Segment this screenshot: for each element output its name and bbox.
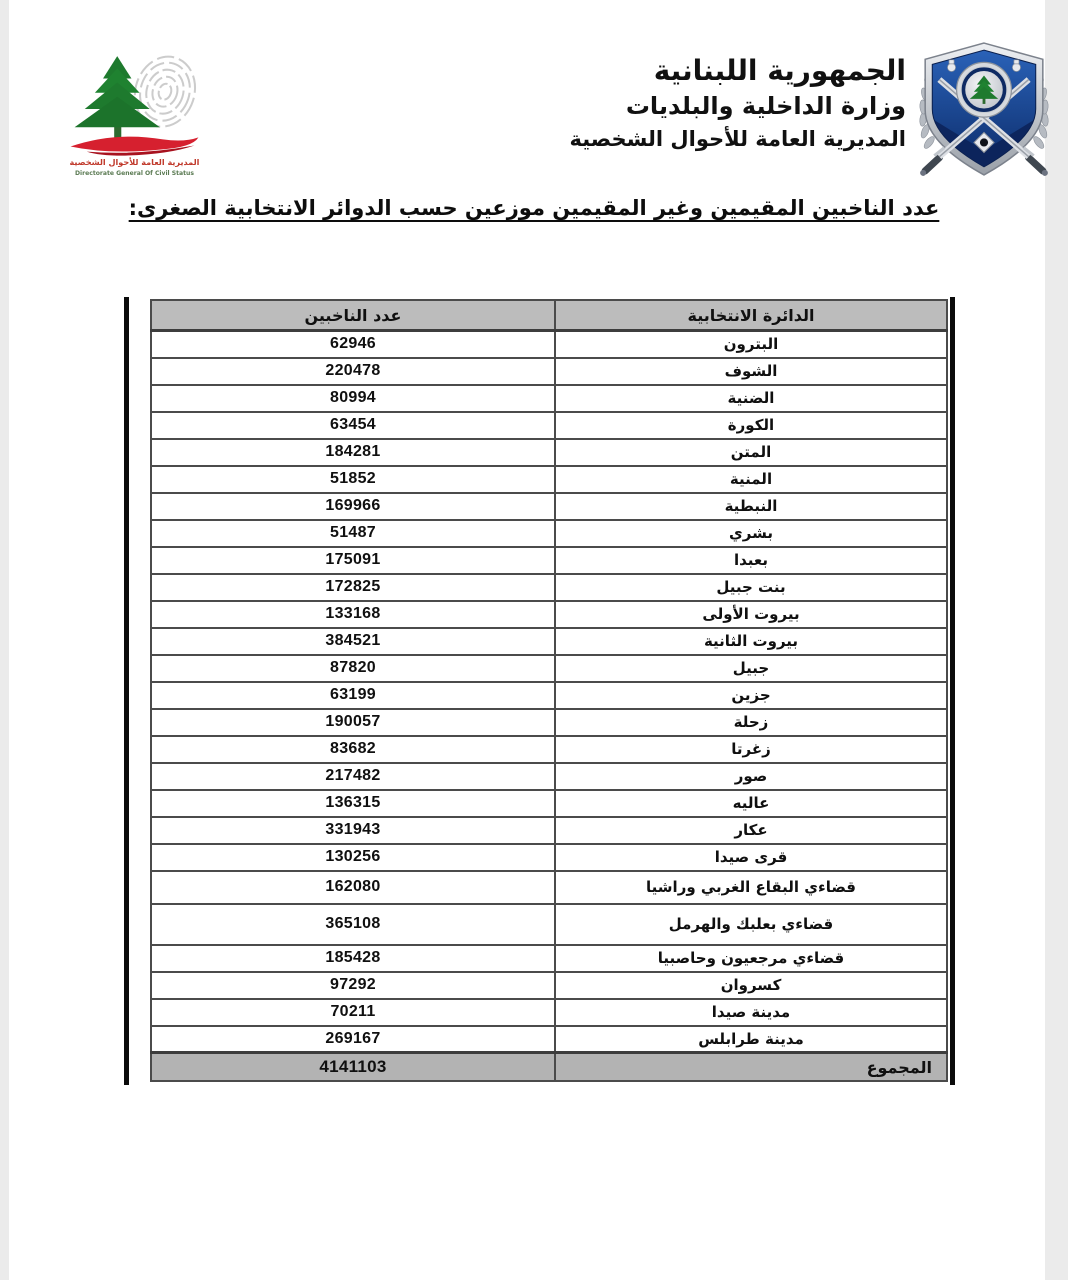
district-name-cell: جبيل	[555, 655, 947, 682]
table-row	[151, 547, 947, 574]
table-row	[151, 790, 947, 817]
org-name-republic: الجمهورية اللبنانية	[653, 54, 906, 87]
table-row	[151, 817, 947, 844]
org-header	[570, 52, 907, 155]
district-name-cell: كسروان	[555, 972, 947, 999]
table-row	[151, 466, 947, 493]
voters-table	[150, 299, 948, 1082]
district-name-cell: قضاءي بعلبك والهرمل	[555, 904, 947, 945]
table-row	[151, 520, 947, 547]
voter-count-cell: 51487	[151, 520, 555, 547]
district-name-cell: بيروت الأولى	[555, 601, 947, 628]
district-name-cell: قرى صيدا	[555, 844, 947, 871]
table-side-bar-right	[950, 297, 955, 1085]
table-row	[151, 493, 947, 520]
total-label: المجموع	[555, 1053, 947, 1082]
column-header-voter-count: عدد الناخبين	[151, 300, 555, 331]
table-row	[151, 871, 947, 904]
voter-count-cell: 133168	[151, 601, 555, 628]
district-name-cell: مدينة صيدا	[555, 999, 947, 1026]
district-name-cell: النبطية	[555, 493, 947, 520]
ministry-emblem	[913, 36, 1055, 182]
district-name-cell: عكار	[555, 817, 947, 844]
cedar-fingerprint-icon	[66, 46, 204, 178]
table-row	[151, 709, 947, 736]
district-name-cell: زحلة	[555, 709, 947, 736]
ministry-shield-icon	[913, 36, 1055, 182]
scan-edge-right	[1045, 0, 1068, 1280]
voter-count-cell: 136315	[151, 790, 555, 817]
voter-count-cell: 162080	[151, 871, 555, 904]
voter-count-cell: 62946	[151, 331, 555, 358]
voter-count-cell: 269167	[151, 1026, 555, 1053]
table-side-bar-left	[124, 297, 129, 1085]
table-header-row	[151, 300, 947, 331]
voter-count-cell: 172825	[151, 574, 555, 601]
voter-count-cell: 83682	[151, 736, 555, 763]
voter-count-cell: 365108	[151, 904, 555, 945]
district-name-cell: الكورة	[555, 412, 947, 439]
district-name-cell: جزين	[555, 682, 947, 709]
table-row	[151, 1026, 947, 1053]
table-row	[151, 628, 947, 655]
table-row	[151, 358, 947, 385]
table-body	[151, 331, 947, 1053]
district-name-cell: بشري	[555, 520, 947, 547]
district-name-cell: قضاءي البقاع الغربي وراشيا	[555, 871, 947, 904]
org-name-ministry: وزارة الداخلية والبلديات	[625, 92, 906, 120]
table-row	[151, 412, 947, 439]
district-name-cell: بعبدا	[555, 547, 947, 574]
district-name-cell: المنية	[555, 466, 947, 493]
scan-edge-left	[0, 0, 9, 1280]
district-name-cell: المتن	[555, 439, 947, 466]
table-row	[151, 999, 947, 1026]
voter-count-cell: 80994	[151, 385, 555, 412]
voter-count-cell: 184281	[151, 439, 555, 466]
column-header-district: الدائرة الانتخابية	[555, 300, 947, 331]
voter-count-cell: 130256	[151, 844, 555, 871]
total-row	[151, 1053, 947, 1082]
table-row	[151, 655, 947, 682]
district-name-cell: زغرتا	[555, 736, 947, 763]
voter-count-cell: 63454	[151, 412, 555, 439]
civil-status-logo	[66, 46, 204, 178]
voter-count-cell: 87820	[151, 655, 555, 682]
table-row	[151, 574, 947, 601]
district-name-cell: البترون	[555, 331, 947, 358]
page-title: عدد الناخبين المقيمين وغير المقيمين موزعين حسب الدوائر الانتخابية الصغرى:	[128, 196, 940, 220]
table-row	[151, 763, 947, 790]
table-row	[151, 385, 947, 412]
voter-count-cell: 331943	[151, 817, 555, 844]
voter-count-cell: 97292	[151, 972, 555, 999]
table-row	[151, 972, 947, 999]
table-row	[151, 844, 947, 871]
voter-count-cell: 169966	[151, 493, 555, 520]
voter-count-cell: 217482	[151, 763, 555, 790]
voter-count-cell: 220478	[151, 358, 555, 385]
table-row	[151, 682, 947, 709]
district-name-cell: قضاءي مرجعيون وحاصبيا	[555, 945, 947, 972]
total-voter-count: 4141103	[151, 1053, 555, 1082]
org-name-directorate: المديرية العامة للأحوال الشخصية	[569, 127, 906, 151]
district-name-cell: عاليه	[555, 790, 947, 817]
district-name-cell: الشوف	[555, 358, 947, 385]
district-name-cell: بنت جبيل	[555, 574, 947, 601]
district-name-cell: الضنية	[555, 385, 947, 412]
voter-count-cell: 70211	[151, 999, 555, 1026]
table-row	[151, 331, 947, 358]
table-row	[151, 736, 947, 763]
table-row	[151, 439, 947, 466]
voter-count-cell: 384521	[151, 628, 555, 655]
voter-count-cell: 51852	[151, 466, 555, 493]
logo-caption-arabic: المديرية العامة للأحوال الشخصية	[69, 156, 200, 167]
table-row	[151, 945, 947, 972]
table-row	[151, 601, 947, 628]
voter-count-cell: 63199	[151, 682, 555, 709]
district-name-cell: مدينة طرابلس	[555, 1026, 947, 1053]
voter-count-cell: 175091	[151, 547, 555, 574]
voter-count-cell: 190057	[151, 709, 555, 736]
voter-count-cell: 185428	[151, 945, 555, 972]
district-name-cell: صور	[555, 763, 947, 790]
district-name-cell: بيروت الثانية	[555, 628, 947, 655]
logo-caption-english: Directorate General Of Civil Status	[74, 169, 194, 177]
table-row	[151, 904, 947, 945]
